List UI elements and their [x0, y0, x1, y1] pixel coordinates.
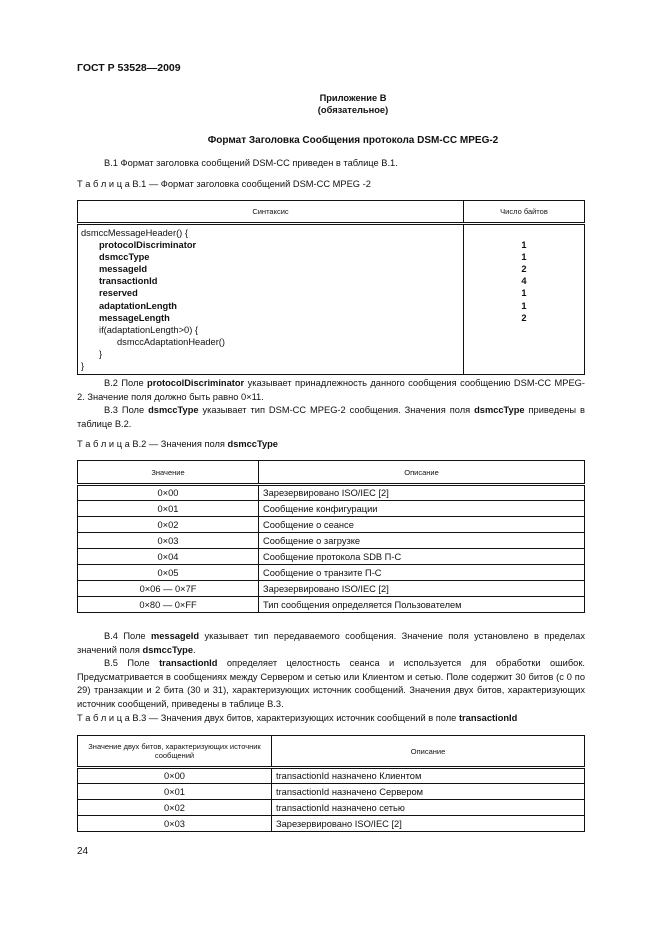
- value-cell: 0×00: [78, 768, 272, 784]
- syntax-line: }: [99, 348, 103, 359]
- description-cell: transactionId назначено Клиентом: [272, 768, 585, 784]
- column-header-value: Значение: [78, 461, 259, 485]
- value-cell: 0×80 — 0×FF: [78, 597, 259, 613]
- table-row: [78, 565, 585, 581]
- value-cell: 0×02: [78, 800, 272, 816]
- column-header-bytes: Число байтов: [464, 201, 585, 224]
- description-cell: Зарезервировано ISO/IEC [2]: [272, 816, 585, 832]
- table-row: [78, 517, 585, 533]
- field-name: reserved: [99, 288, 138, 299]
- description-cell: Тип сообщения определяется Пользователем: [259, 597, 585, 613]
- paragraph-b3: В.3 Поле dsmccType указывает тип DSM-CC MPEG-2 сообщения. Значения поля dsmccType приведены в таблице В.2.: [77, 405, 585, 429]
- syntax-line: }: [81, 361, 85, 372]
- syntax-line: dsmccAdaptationHeader(): [117, 336, 225, 347]
- table-row: [78, 784, 585, 800]
- paragraph-b4: В.4 Поле messageId указывает тип передаваемого сообщения. Значение поля установлено в пределах значений поля dsmccType.: [77, 631, 585, 655]
- table-row: [78, 549, 585, 565]
- column-header-value: Значение двух битов, характеризующих источник сообщений: [78, 736, 272, 768]
- page-number: 24: [77, 846, 89, 857]
- field-name: messageId: [99, 264, 148, 275]
- description-cell: Сообщение протокола SDB П-С: [259, 549, 585, 565]
- appendix-title: [77, 92, 629, 116]
- field-name: transactionId: [99, 276, 158, 287]
- table3-caption: Т а б л и ц а В.3 — Значения двух битов, характеризующих источник сообщений в поле transactionId: [77, 713, 518, 723]
- syntax-line: if(adaptationLength>0) {: [99, 324, 198, 335]
- value-cell: 0×03: [78, 816, 272, 832]
- table-row: [78, 800, 585, 816]
- column-header-syntax: Синтаксис: [78, 201, 464, 224]
- value-cell: 0×03: [78, 533, 259, 549]
- description-cell: Сообщение о сеансе: [259, 517, 585, 533]
- value-cell: 0×04: [78, 549, 259, 565]
- table-row: [78, 597, 585, 613]
- field-bytes: 1: [521, 288, 527, 299]
- field-bytes: 1: [521, 252, 527, 263]
- value-cell: 0×05: [78, 565, 259, 581]
- field-bytes: 2: [521, 264, 527, 275]
- description-cell: Зарезервировано ISO/IEC [2]: [259, 581, 585, 597]
- field-name: messageLength: [99, 312, 170, 323]
- field-bytes: 1: [521, 300, 527, 311]
- column-header-description: Описание: [259, 461, 585, 485]
- bytes-cell: [464, 224, 585, 375]
- field-bytes: 1: [521, 240, 527, 251]
- table-row: [78, 768, 585, 784]
- appendix-label: Приложение В: [319, 93, 387, 103]
- description-cell: transactionId назначено Сервером: [272, 784, 585, 800]
- paragraph-b2: В.2 Поле protocolDiscriminator указывает принадлежность данного сообщения сообщению DSM-CC MPEG-2. Значение поля должно быть равно 0×11.: [77, 378, 585, 402]
- description-cell: Сообщение о транзите П-С: [259, 565, 585, 581]
- value-cell: 0×01: [78, 784, 272, 800]
- table-row: [78, 485, 585, 501]
- table-b3: [77, 735, 585, 832]
- value-cell: 0×01: [78, 501, 259, 517]
- table-b1: [77, 200, 585, 375]
- field-name: protocolDiscriminator: [99, 240, 197, 251]
- syntax-cell: [78, 224, 464, 375]
- table-b2: [77, 460, 585, 613]
- field-bytes: 2: [521, 312, 527, 323]
- value-cell: 0×00: [78, 485, 259, 501]
- field-bytes: 4: [521, 276, 527, 287]
- column-header-description: Описание: [272, 736, 585, 768]
- description-cell: Сообщение о загрузке: [259, 533, 585, 549]
- value-cell: 0×02: [78, 517, 259, 533]
- description-cell: Зарезервировано ISO/IEC [2]: [259, 485, 585, 501]
- table1-caption: Т а б л и ц а В.1 — Формат заголовка сообщений DSM-CC MPEG -2: [77, 179, 371, 189]
- paragraph-b1: В.1 Формат заголовка сообщений DSM-CC приведен в таблице В.1.: [104, 158, 398, 168]
- description-cell: transactionId назначено сетью: [272, 800, 585, 816]
- appendix-status: (обязательное): [317, 105, 389, 115]
- table2-caption: Т а б л и ц а В.2 — Значения поля dsmccType: [77, 439, 278, 449]
- description-cell: Сообщение конфигурации: [259, 501, 585, 517]
- section-heading: Формат Заголовка Сообщения протокола DSM-CC MPEG-2: [207, 135, 499, 146]
- table-row: [78, 501, 585, 517]
- table-row: [78, 816, 585, 832]
- value-cell: 0×06 — 0×7F: [78, 581, 259, 597]
- syntax-line: dsmccMessageHeader() {: [81, 228, 188, 238]
- field-name: dsmccType: [99, 252, 150, 263]
- paragraph-b5: В.5 Поле transactionId определяет целостность сеанса и используется для обработки ошибок. Предусматривается в сообщениях между Сервером и сетью или Клиентом и сетью. Поле содержит 30 битов (с 0 по 29) транзакции и 2 бита (30 и 31), характеризующих источник сообщений. Значения двух битов, характеризующих источник сообщений, приведены в таблице В.3.: [77, 658, 585, 709]
- table-row: [78, 581, 585, 597]
- field-name: adaptationLength: [99, 300, 177, 311]
- document-header: ГОСТ Р 53528—2009: [77, 62, 181, 74]
- table-row: [78, 533, 585, 549]
